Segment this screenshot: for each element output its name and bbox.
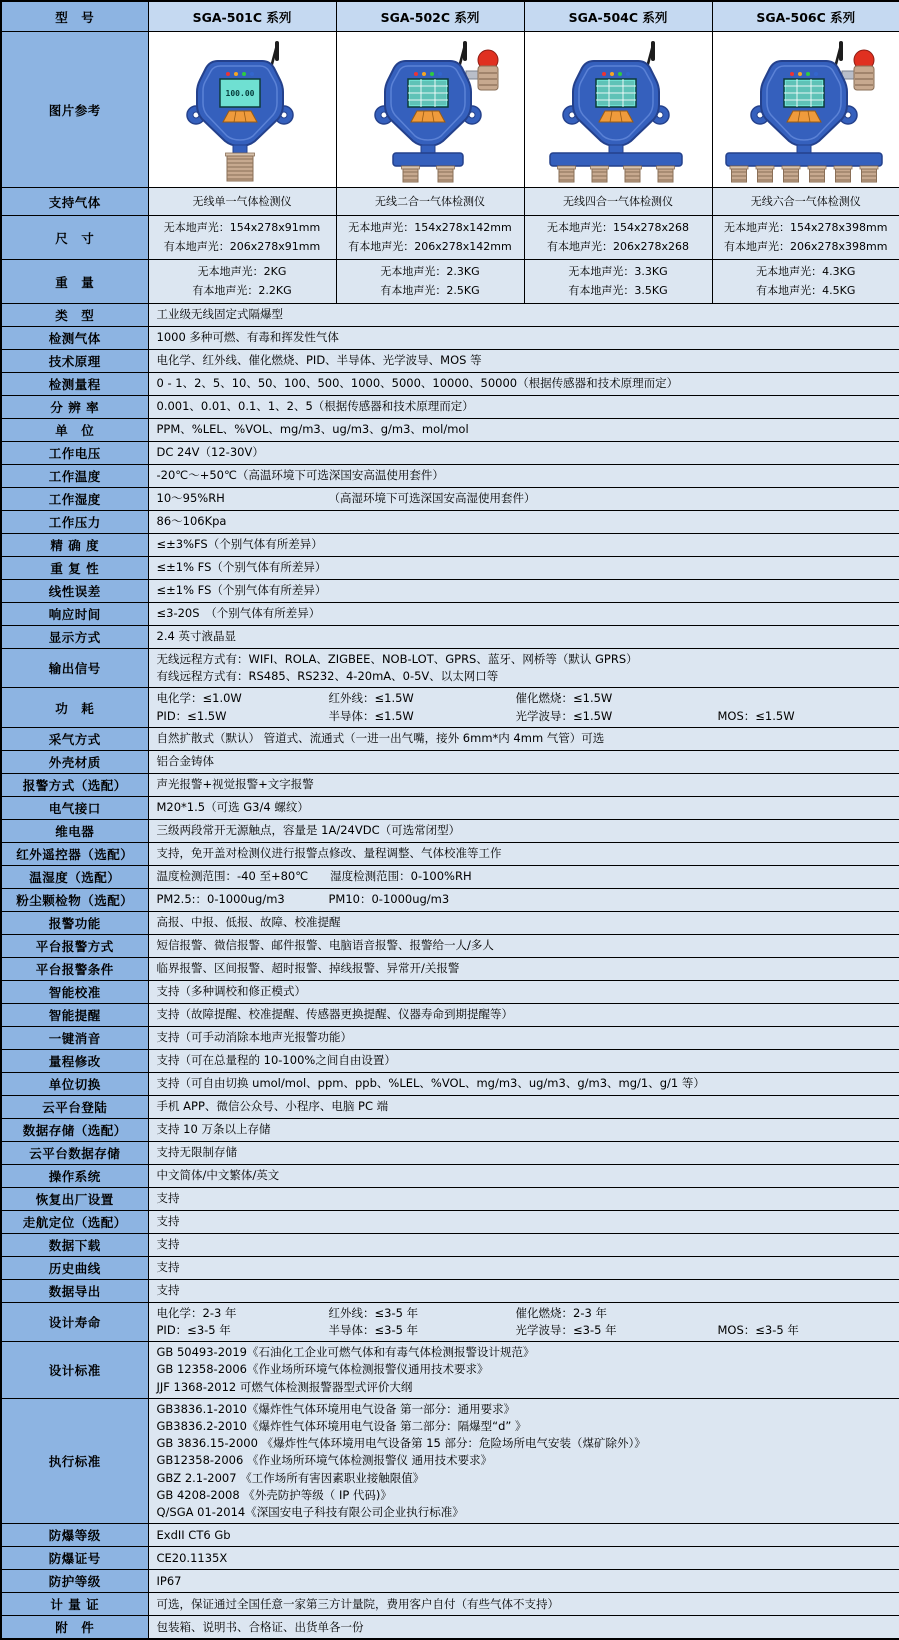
spec-line: 支持无限制存储 [156,1145,237,1160]
model-value-cell [712,216,899,260]
spec-value-cell [148,1570,899,1593]
spec-segment: MOS：≤3-5 年 [717,1323,799,1338]
spec-row [1,1616,899,1640]
spec-value-cell [148,727,899,750]
spec-row [1,1547,899,1570]
spec-value-cell [148,1072,899,1095]
product-image-cell [524,32,712,188]
spec-label: 量程修改 [1,1049,148,1072]
spec-label: 类 型 [1,304,148,327]
model-header: SGA-504C 系列 [524,1,712,32]
spec-line: ExdII CT6 Gb [156,1527,231,1542]
spec-line: 无本地声光：3.3KG [568,265,668,278]
spec-line: PPM、%LEL、%VOL、mg/m3、ug/m3、g/m3、mol/mol [156,422,469,437]
spec-row [1,396,899,419]
spec-row [1,1026,899,1049]
spec-value-cell [148,957,899,980]
spec-value-cell [148,1026,899,1049]
device-screen-reading: 100.00 [225,89,255,98]
model-header: SGA-502C 系列 [336,1,524,32]
spec-line: 手机 APP、微信公众号、小程序、电脑 PC 端 [156,1099,389,1114]
spec-label: 响应时间 [1,603,148,626]
spec-label: 功 耗 [1,688,148,727]
spec-row [1,1210,899,1233]
spec-value-cell [148,534,899,557]
spec-label: 智能校准 [1,980,148,1003]
spec-row [1,1118,899,1141]
spec-segment: 光学波导：≤1.5W [515,708,613,723]
spec-row [1,1570,899,1593]
spec-row [1,819,899,842]
spec-row [1,603,899,626]
spec-label: 分 辨 率 [1,396,148,419]
spec-segment: PID：≤3-5 年 [156,1323,231,1338]
spec-value-cell [148,1279,899,1302]
spec-line: 支持（故障提醒、校准提醒、传感器更换提醒、仪器寿命到期提醒等） [156,1007,513,1022]
spec-value-cell [148,1593,899,1616]
model-header: SGA-501C 系列 [148,1,336,32]
spec-row [1,1095,899,1118]
spec-segment: 半导体：≤1.5W [328,708,414,723]
model-value-cell [148,260,336,304]
spec-value-cell [148,911,899,934]
spec-row [1,649,899,688]
spec-value-cell [148,626,899,649]
spec-label: 尺 寸 [1,216,148,260]
model-spec-row [1,188,899,216]
spec-label: 防爆证号 [1,1547,148,1570]
spec-line: DC 24V（12-30V） [156,445,264,460]
spec-value-cell [148,750,899,773]
spec-value-cell [148,442,899,465]
spec-value-cell [148,773,899,796]
model-value-cell [148,188,336,216]
spec-line: GB3836.2-2010《爆炸性气体环境用电气设备 第二部分：隔爆型“d” 》 [156,1419,527,1434]
model-value-cell [336,216,524,260]
product-image-sga-504c [530,33,706,183]
spec-row [1,957,899,980]
spec-line: 自然扩散式（默认） 管道式、流通式（一进一出气嘴，接外 6mm*内 4mm 气管）可选 [156,731,605,746]
spec-row [1,1233,899,1256]
spec-label: 检测气体 [1,327,148,350]
spec-line: CE20.1135X [156,1550,228,1565]
spec-label: 单 位 [1,419,148,442]
spec-label: 技术原理 [1,350,148,373]
spec-line [157,690,892,707]
spec-row [1,980,899,1003]
spec-segment: 催化燃烧：2-3 年 [515,1305,607,1320]
spec-value-cell [148,934,899,957]
spec-row [1,350,899,373]
spec-line: IP67 [156,1573,182,1588]
spec-value-cell [148,649,899,688]
header-row [1,1,899,32]
spec-line: 无线远程方式有：WIFI、ROLA、ZIGBEE、NOB-LOT、GPRS、蓝牙、网桥等（默认 GPRS） [156,652,638,666]
spec-label: 检测量程 [1,373,148,396]
spec-row [1,688,899,727]
spec-row [1,465,899,488]
spec-segment: （高湿环境下可选深国安高湿使用套件） [328,491,536,506]
spec-line: 0 - 1、2、5、10、50、100、500、1000、5000、10000、50000（根据传感器和技术原理而定） [156,376,679,391]
spec-segment: 红外线：≤3-5 年 [328,1305,419,1320]
model-value-cell [524,188,712,216]
model-value-cell [148,216,336,260]
spec-segment: PM2.5:：0-1000ug/m3 [156,892,285,907]
spec-label: 防爆等级 [1,1524,148,1547]
spec-label: 重 复 性 [1,557,148,580]
spec-line: 有线远程方式有：RS485、RS232、4-20mA、0-5V、以太网口等 [156,669,499,684]
spec-value-cell [148,327,899,350]
spec-label: 维电器 [1,819,148,842]
spec-label: 恢复出厂设置 [1,1187,148,1210]
spec-label: 历史曲线 [1,1256,148,1279]
spec-value-cell [148,603,899,626]
spec-line: 无本地声光：4.3KG [756,265,856,278]
spec-line: 包装箱、说明书、合格证、出货单各一份 [156,1619,364,1634]
spec-row [1,534,899,557]
spec-line: 支持，免开盖对检测仪进行报警点修改、量程调整、气体校准等工作 [156,846,502,861]
spec-row [1,1398,899,1523]
spec-value-cell [148,465,899,488]
product-image-sga-502c [342,33,518,183]
spec-row [1,773,899,796]
spec-label: 云平台数据存储 [1,1141,148,1164]
spec-line: 支持 [156,1191,180,1206]
spec-value-cell [148,1398,899,1523]
spec-label: 云平台登陆 [1,1095,148,1118]
spec-line: JJF 1368-2012 可燃气体检测报警器型式评价大纲 [156,1379,413,1394]
spec-line: 短信报警、微信报警、邮件报警、电脑语音报警、报警给一人/多人 [156,938,494,953]
spec-line: 支持（多种调校和修正模式） [156,984,306,999]
spec-line: M20*1.5（可选 G3/4 螺纹） [156,800,309,815]
spec-row [1,1049,899,1072]
spec-label: 附 件 [1,1616,148,1640]
spec-segment: 催化燃烧：≤1.5W [515,691,613,706]
spec-row [1,1593,899,1616]
spec-label: 数据导出 [1,1279,148,1302]
spec-segment: MOS：≤1.5W [717,708,795,723]
spec-line: 2.4 英寸液晶显 [156,629,236,644]
spec-value-cell [148,557,899,580]
model-row-label: 型 号 [1,1,148,32]
spec-segment: PID：≤1.5W [156,708,227,723]
spec-label: 重 量 [1,260,148,304]
spec-label: 采气方式 [1,727,148,750]
spec-value-cell [148,796,899,819]
spec-value-cell [148,1049,899,1072]
spec-row [1,304,899,327]
spec-label: 外壳材质 [1,750,148,773]
spec-row [1,1187,899,1210]
spec-row [1,727,899,750]
model-header: SGA-506C 系列 [712,1,899,32]
spec-value-cell [148,1256,899,1279]
spec-row [1,557,899,580]
spec-line: GB12358-2006 《作业场所环境气体检测报警仪 通用技术要求》 [156,1453,493,1468]
spec-label: 线性误差 [1,580,148,603]
spec-line: GB 4208-2008 《外壳防护等级（ IP 代码)》 [156,1487,392,1502]
spec-line: 无本地声光：154x278x398mm [724,221,888,234]
spec-line: 有本地声光：3.5KG [568,283,668,297]
spec-value-cell [148,1524,899,1547]
spec-line: ≤±1% FS（个别气体有所差异） [156,583,327,598]
spec-label: 红外遥控器（选配） [1,842,148,865]
spec-label: 工作温度 [1,465,148,488]
spec-row [1,1524,899,1547]
spec-value-cell [148,888,899,911]
spec-line [157,891,892,908]
spec-row [1,327,899,350]
spec-row [1,1279,899,1302]
spec-label: 工作湿度 [1,488,148,511]
spec-line: -20℃～+50℃（高温环境下可选深国安高温使用套件） [156,468,444,483]
spec-label: 执行标准 [1,1398,148,1523]
spec-line: 1000 多种可燃、有毒和挥发性气体 [156,330,339,345]
spec-value-cell [148,396,899,419]
spec-segment: 电化学：2-3 年 [156,1305,237,1320]
spec-label: 防护等级 [1,1570,148,1593]
spec-line: 支持 [156,1260,180,1275]
spec-row [1,626,899,649]
spec-value-cell [148,1187,899,1210]
spec-line: 无本地声光：154x278x91mm [163,221,321,234]
spec-line: 临界报警、区间报警、超时报警、掉线报警、异常开/关报警 [156,961,460,976]
spec-label: 报警方式（选配） [1,773,148,796]
spec-line: 有本地声光：2.2KG [192,283,292,297]
spec-row [1,796,899,819]
spec-value-cell [148,819,899,842]
spec-label: 平台报警方式 [1,934,148,957]
model-value-cell [712,188,899,216]
spec-label: 计 量 证 [1,1593,148,1616]
spec-label: 设计标准 [1,1342,148,1399]
spec-value-cell [148,419,899,442]
spec-line: 支持 [156,1237,180,1252]
spec-row [1,488,899,511]
spec-value-cell [148,1141,899,1164]
spec-value-cell [148,1616,899,1640]
spec-line: 铝合金铸体 [156,754,214,769]
spec-value-cell [148,688,899,727]
spec-value-cell [148,1164,899,1187]
spec-line: 无线单一气体检测仪 [192,194,292,208]
spec-line: ≤±3%FS（个别气体有所差异） [156,537,323,552]
spec-value-cell [148,488,899,511]
spec-segment: 光学波导：≤3-5 年 [515,1323,617,1338]
spec-line: 0.001、0.01、0.1、1、2、5（根据传感器和技术原理而定） [156,399,474,414]
spec-line: GB 50493-2019《石油化工企业可燃气体和有毒气体检测报警设计规范》 [156,1345,535,1360]
spec-line: GBZ 2.1-2007 《工作场所有害因素职业接触限值》 [156,1470,425,1485]
spec-line: 无本地声光：154x278x268 [546,221,689,234]
spec-segment: 电化学：≤1.0W [156,691,242,706]
spec-label: 输出信号 [1,649,148,688]
spec-row [1,1072,899,1095]
spec-label: 走航定位（选配） [1,1210,148,1233]
spec-line: 电化学、红外线、催化燃烧、PID、半导体、光学波导、MOS 等 [156,353,482,368]
spec-row [1,888,899,911]
spec-line: 有本地声光：206x278x142mm [348,239,512,253]
spec-value-cell [148,1302,899,1341]
spec-label: 显示方式 [1,626,148,649]
spec-value-cell [148,350,899,373]
spec-value-cell [148,580,899,603]
model-value-cell [336,188,524,216]
spec-line: 有本地声光：206x278x91mm [163,239,321,253]
product-image-cell [148,32,336,188]
spec-line: 无本地声光：154x278x142mm [348,221,512,234]
spec-row [1,511,899,534]
spec-row [1,842,899,865]
spec-line: 支持 [156,1214,180,1229]
spec-row [1,1141,899,1164]
spec-label: 设计寿命 [1,1302,148,1341]
spec-label: 工作压力 [1,511,148,534]
model-value-cell [524,260,712,304]
spec-segment: PM10：0-1000ug/m3 [328,892,450,907]
spec-line: 无线六合一气体检测仪 [750,194,861,208]
spec-label: 单位切换 [1,1072,148,1095]
spec-line [157,1305,892,1322]
spec-label: 数据下载 [1,1233,148,1256]
spec-row [1,1164,899,1187]
spec-value-cell [148,980,899,1003]
spec-row [1,1302,899,1341]
spec-line: 工业级无线固定式隔爆型 [156,307,283,322]
spec-row [1,1003,899,1026]
spec-line: 支持（可在总量程的 10-100%之间自由设置） [156,1053,396,1068]
spec-line: 可选，保证通过全国任意一家第三方计量院，费用客户自付（有些气体不支持） [156,1596,559,1611]
spec-label: 平台报警条件 [1,957,148,980]
spec-line: 有本地声光：4.5KG [756,283,856,297]
spec-line: GB 12358-2006《作业场所环境气体检测报警仪通用技术要求》 [156,1362,489,1377]
spec-line: 有本地声光：206x278x398mm [724,239,888,253]
spec-line: 无线二合一气体检测仪 [375,194,485,208]
spec-row [1,1256,899,1279]
spec-value-cell [148,511,899,534]
spec-label: 操作系统 [1,1164,148,1187]
spec-line [157,490,892,507]
spec-segment: 10～95%RH [156,491,225,506]
spec-segment: 红外线：≤1.5W [328,691,414,706]
spec-row [1,865,899,888]
spec-label: 工作电压 [1,442,148,465]
model-value-cell [712,260,899,304]
product-image-sga-501c [154,33,330,183]
spec-value-cell [148,1118,899,1141]
spec-row [1,580,899,603]
spec-row [1,750,899,773]
spec-value-cell [148,1003,899,1026]
spec-label: 电气接口 [1,796,148,819]
spec-row [1,1342,899,1399]
spec-label: 一键消音 [1,1026,148,1049]
spec-line: ≤3-20S （个别气体有所差异） [156,606,321,621]
spec-segment: 温度检测范围：-40 至+80℃ [156,869,309,884]
spec-line [157,1322,892,1339]
image-row-label: 图片参考 [1,32,148,188]
spec-value-cell [148,304,899,327]
spec-line: 三级两段常开无源触点，容量是 1A/24VDC（可选常闭型） [156,823,461,838]
spec-value-cell [148,1233,899,1256]
product-image-sga-506c [718,33,894,183]
spec-line: 有本地声光：2.5KG [380,283,480,297]
spec-line: 高报、中报、低报、故障、校准提醒 [156,915,341,930]
spec-line: 86～106Kpa [156,514,227,529]
image-row [1,32,899,188]
model-spec-row [1,216,899,260]
spec-value-cell [148,1342,899,1399]
spec-row [1,373,899,396]
spec-label: 粉尘颗检物（选配） [1,888,148,911]
product-image-cell [336,32,524,188]
spec-label: 报警功能 [1,911,148,934]
spec-line: 无本地声光：2KG [197,265,287,278]
spec-label: 温湿度（选配） [1,865,148,888]
spec-segment: 湿度检测范围：0-100%RH [330,869,472,884]
spec-value-cell [148,1210,899,1233]
spec-line: 支持（可手动消除本地声光报警功能） [156,1030,352,1045]
spec-line [157,868,892,885]
spec-row [1,442,899,465]
spec-row [1,934,899,957]
spec-row [1,911,899,934]
spec-label: 智能提醒 [1,1003,148,1026]
spec-row [1,419,899,442]
model-spec-row [1,260,899,304]
model-value-cell [336,260,524,304]
spec-value-cell [148,865,899,888]
spec-line: 无本地声光：2.3KG [380,265,480,278]
product-image-cell [712,32,899,188]
spec-line: 支持（可自由切换 umol/mol、ppm、ppb、%LEL、%VOL、mg/m3、ug/m3、g/m3、mg/1、g/1 等） [156,1076,705,1091]
spec-value-cell [148,842,899,865]
spec-label: 精 确 度 [1,534,148,557]
spec-line: Q/SGA 01-2014《深国安电子科技有限公司企业执行标准》 [156,1505,464,1520]
spec-line: 声光报警+视觉报警+文字报警 [156,777,314,792]
spec-line: 有本地声光：206x278x268 [546,239,689,253]
spec-segment: 半导体：≤3-5 年 [328,1323,419,1338]
spec-line: GB 3836.15-2000 《爆炸性气体环境用电气设备第 15 部分：危险场所电气安装（煤矿除外）》 [156,1436,646,1451]
spec-line: 中文简体/中文繁体/英文 [156,1168,280,1183]
spec-line: 无线四合一气体检测仪 [563,194,673,208]
spec-value-cell [148,373,899,396]
spec-line: 支持 10 万条以上存储 [156,1122,271,1137]
spec-line: ≤±1% FS（个别气体有所差异） [156,560,327,575]
spec-line: GB3836.1-2010《爆炸性气体环境用电气设备 第一部分：通用要求》 [156,1401,516,1416]
spec-line [157,708,892,725]
model-value-cell [524,216,712,260]
spec-label: 支持气体 [1,188,148,216]
spec-value-cell [148,1095,899,1118]
spec-label: 数据存储（选配） [1,1118,148,1141]
spec-value-cell [148,1547,899,1570]
spec-line: 支持 [156,1283,180,1298]
